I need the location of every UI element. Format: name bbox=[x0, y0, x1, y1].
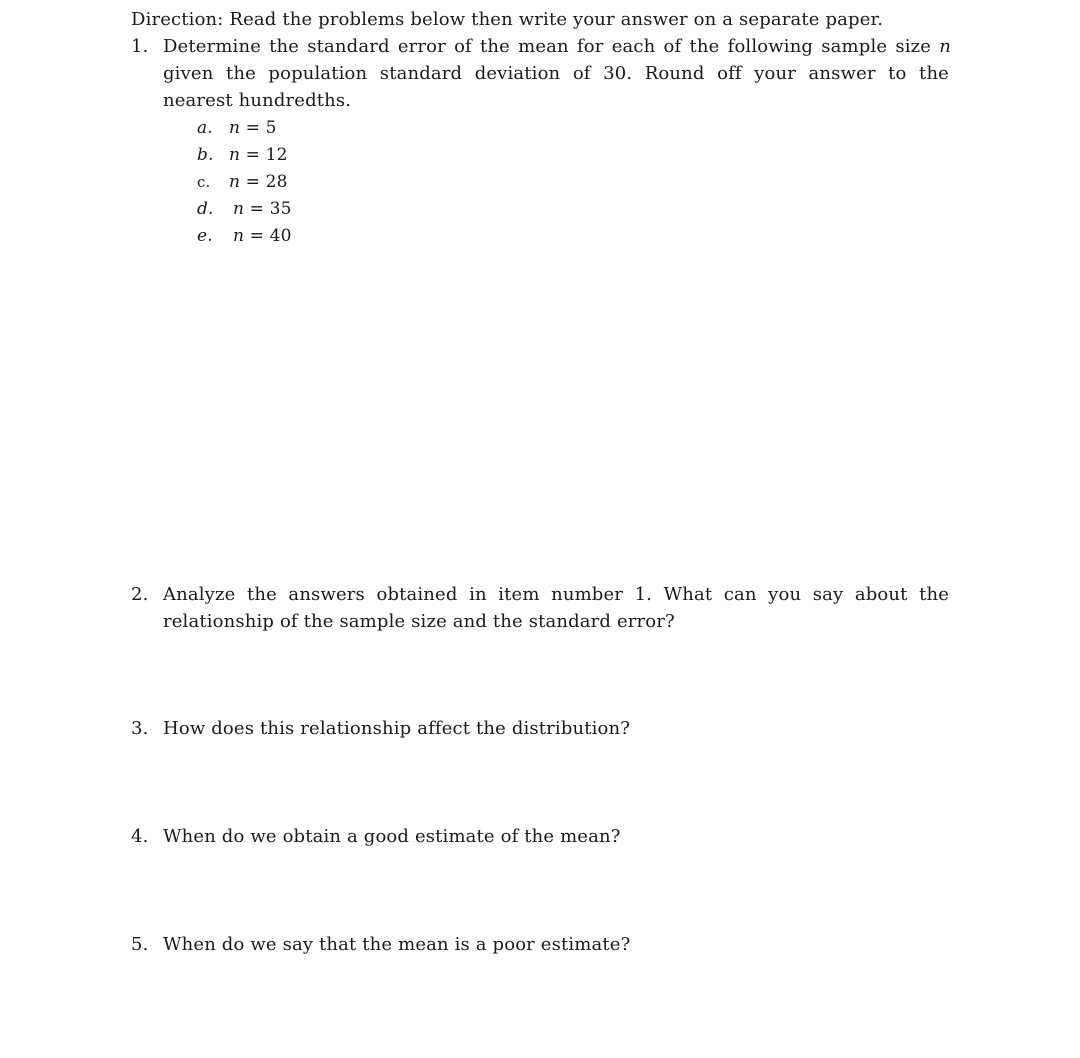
sub-item-d-value: = 35 bbox=[244, 199, 292, 219]
sub-item-e-equation bbox=[233, 225, 292, 247]
question-1-line-1-text: Determine the standard error of the mean for each of the following sample size bbox=[163, 36, 932, 57]
sub-item-e-variable: n bbox=[233, 226, 245, 246]
directions-text: Direction: Read the problems below then write your answer on a separate paper. bbox=[131, 9, 884, 30]
sub-item-c-variable: n bbox=[229, 172, 241, 192]
question-2-line-2: relationship of the sample size and the standard error? bbox=[163, 611, 675, 632]
sub-item-d-variable: n bbox=[233, 199, 245, 219]
sub-item-c-value: = 28 bbox=[240, 172, 288, 192]
sub-item-c-letter: c. bbox=[197, 173, 211, 191]
sub-item-d-equation bbox=[233, 198, 292, 220]
question-2-number: 2. bbox=[131, 584, 149, 605]
sub-item-b-variable: n bbox=[229, 145, 241, 165]
sub-item-a-value: = 5 bbox=[240, 118, 277, 138]
sub-item-b-equation bbox=[229, 144, 288, 166]
question-1-line-2: given the population standard deviation of 30. Round off your answer to the bbox=[163, 63, 949, 84]
question-3-text: How does this relationship affect the distribution? bbox=[163, 718, 631, 739]
sub-item-c-equation bbox=[229, 171, 288, 193]
sub-item-a-letter: a. bbox=[197, 118, 213, 138]
question-2-line-1: Analyze the answers obtained in item number 1. What can you say about the bbox=[163, 584, 949, 605]
question-4-text: When do we obtain a good estimate of the mean? bbox=[163, 826, 621, 847]
question-1-line-1 bbox=[163, 36, 951, 58]
question-5-number: 5. bbox=[131, 934, 149, 955]
question-1-variable-n: n bbox=[939, 36, 951, 57]
sub-item-e-letter: e. bbox=[197, 226, 213, 246]
question-1-line-3: nearest hundredths. bbox=[163, 90, 352, 111]
sub-item-a-variable: n bbox=[229, 118, 241, 138]
sub-item-d-letter: d. bbox=[197, 199, 214, 219]
question-5-text: When do we say that the mean is a poor estimate? bbox=[163, 934, 631, 955]
question-4-number: 4. bbox=[131, 826, 149, 847]
sub-item-b-value: = 12 bbox=[240, 145, 288, 165]
question-1-number: 1. bbox=[131, 36, 149, 57]
sub-item-a-equation bbox=[229, 117, 277, 139]
question-3-number: 3. bbox=[131, 718, 149, 739]
sub-item-b-letter: b. bbox=[197, 145, 214, 165]
sub-item-e-value: = 40 bbox=[244, 226, 292, 246]
